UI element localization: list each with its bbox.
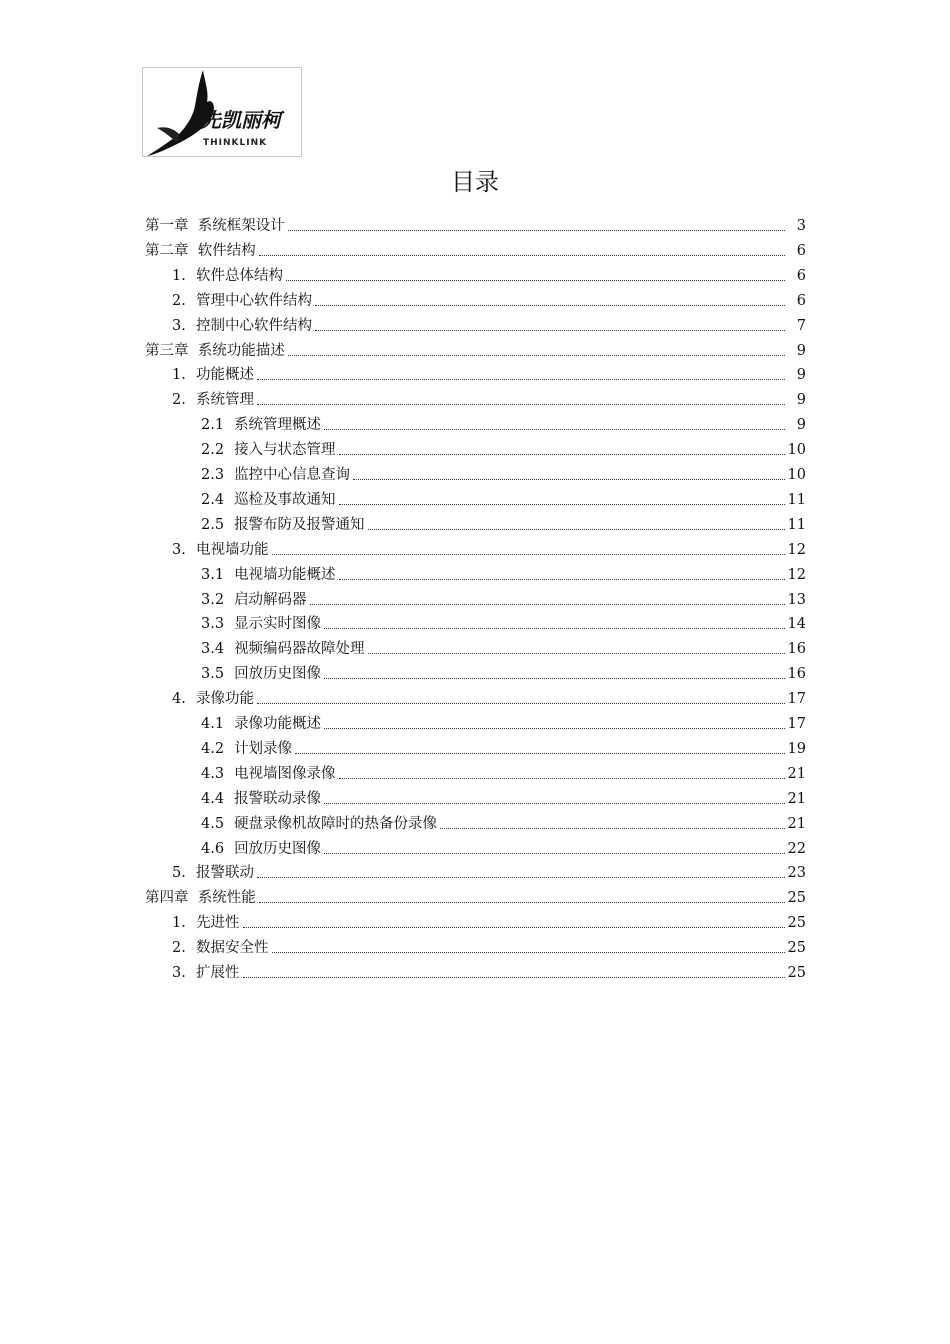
toc-entry-number: 4. xyxy=(172,691,186,708)
toc-entry-number: 3.2 xyxy=(201,591,225,608)
toc-entry[interactable] xyxy=(201,560,806,584)
toc-entry-page: 9 xyxy=(796,342,806,359)
toc-entry-label: 报警布防及报警通知 xyxy=(234,516,365,533)
toc-entry-label: 报警联动 xyxy=(196,865,254,882)
logo-chinese-text: 先凯丽柯 xyxy=(201,108,281,132)
toc-entry[interactable] xyxy=(201,585,806,609)
toc-entry-number: 4.1 xyxy=(201,716,225,732)
toc-entry-leader xyxy=(315,304,785,306)
toc-entry-page: 25 xyxy=(787,915,806,932)
toc-entry[interactable] xyxy=(172,858,806,882)
toc-entry-number: 1. xyxy=(172,367,186,384)
toc-entry-label: 功能概述 xyxy=(196,367,254,384)
toc-entry-number: 2.3 xyxy=(201,467,225,483)
toc-entry-page: 9 xyxy=(796,417,806,434)
toc-entry[interactable] xyxy=(145,236,806,260)
toc-entry[interactable] xyxy=(172,908,806,932)
toc-entry[interactable] xyxy=(201,709,806,733)
toc-entry-leader xyxy=(440,827,784,829)
toc-entry-page: 7 xyxy=(796,317,806,334)
toc-entry-leader xyxy=(257,403,785,405)
toc-entry-number: 4.4 xyxy=(201,790,225,807)
toc-entry-leader xyxy=(288,229,785,231)
toc-entry-page: 13 xyxy=(787,591,806,608)
toc-entry-page: 22 xyxy=(787,840,806,857)
toc-entry-label: 回放历史图像 xyxy=(234,666,322,683)
toc-entry-label: 系统管理概述 xyxy=(234,417,322,434)
toc-entry-label: 第四章 系统性能 xyxy=(145,890,256,907)
toc-entry-page: 21 xyxy=(787,790,806,807)
toc-entry-label: 启动解码器 xyxy=(234,591,307,608)
toc-entry-number: 4.3 xyxy=(201,765,225,782)
toc-entry-label: 软件总体结构 xyxy=(196,267,283,284)
toc-entry-page: 21 xyxy=(787,765,806,782)
toc-entry-label: 第一章 系统框架设计 xyxy=(145,218,285,234)
toc-entry-page: 9 xyxy=(796,367,806,384)
toc-entry-page: 14 xyxy=(787,616,806,633)
toc-entry-leader xyxy=(339,578,785,580)
toc-entry-page: 17 xyxy=(787,691,806,708)
toc-entry[interactable] xyxy=(172,385,806,409)
toc-entry[interactable] xyxy=(201,784,806,808)
toc-entry[interactable] xyxy=(201,734,806,758)
toc-entry-label: 回放历史图像 xyxy=(234,840,322,857)
toc-entry-page: 16 xyxy=(787,666,806,683)
toc-entry-label: 扩展性 xyxy=(196,965,240,981)
toc-entry-page: 23 xyxy=(787,865,806,882)
toc-entry-leader xyxy=(324,802,784,804)
toc-entry[interactable] xyxy=(201,634,806,658)
toc-entry-label: 录像功能概述 xyxy=(234,716,322,732)
toc-entry[interactable] xyxy=(201,834,806,858)
toc-entry-label: 管理中心软件结构 xyxy=(196,292,312,309)
toc-entry-label: 电视墙图像录像 xyxy=(234,765,336,782)
toc-entry-leader xyxy=(324,428,785,430)
toc-entry-page: 12 xyxy=(787,541,806,558)
toc-entry-leader xyxy=(339,777,785,779)
toc-title: 目录 xyxy=(451,168,499,196)
toc-entry-leader xyxy=(339,453,785,455)
toc-entry-label: 硬盘录像机故障时的热备份录像 xyxy=(234,815,438,832)
toc-entry[interactable] xyxy=(172,360,806,384)
toc-entry-leader xyxy=(243,976,785,978)
toc-entry[interactable] xyxy=(172,286,806,310)
toc-entry[interactable] xyxy=(172,535,806,559)
toc-entry-number: 3. xyxy=(172,317,186,334)
toc-entry-label: 控制中心软件结构 xyxy=(196,317,312,334)
toc-entry-leader xyxy=(315,329,785,331)
toc-entry[interactable] xyxy=(172,311,806,335)
toc-entry-leader xyxy=(310,603,785,605)
toc-entry-label: 电视墙功能 xyxy=(196,541,269,558)
toc-entry-leader xyxy=(339,503,785,505)
toc-entry-page: 25 xyxy=(787,940,806,957)
toc-entry[interactable] xyxy=(201,460,806,484)
toc-entry-page: 11 xyxy=(787,516,806,533)
toc-entry[interactable] xyxy=(172,261,806,285)
toc-entry[interactable] xyxy=(172,684,806,708)
toc-entry-number: 2. xyxy=(172,940,186,957)
toc-entry-page: 25 xyxy=(787,965,806,981)
toc-entry-leader xyxy=(257,378,785,380)
toc-entry-label: 显示实时图像 xyxy=(234,616,322,633)
toc-entry[interactable] xyxy=(201,659,806,683)
toc-entry-page: 19 xyxy=(787,740,806,757)
toc-entry-page: 6 xyxy=(796,267,806,284)
toc-entry-leader xyxy=(272,553,785,555)
toc-entry[interactable] xyxy=(201,759,806,783)
toc-entry-label: 计划录像 xyxy=(234,740,293,757)
toc-entry-number: 3.3 xyxy=(201,616,225,633)
toc-entry-number: 1. xyxy=(172,915,186,932)
toc-entry-page: 12 xyxy=(787,566,806,583)
toc-entry-number: 3.1 xyxy=(201,566,225,583)
toc-entry-label: 报警联动录像 xyxy=(234,790,322,807)
toc-entry[interactable] xyxy=(145,883,806,907)
toc-entry-leader xyxy=(324,727,784,729)
toc-entry-leader xyxy=(272,951,785,953)
toc-entry[interactable] xyxy=(145,336,806,360)
toc-entry-page: 21 xyxy=(787,815,806,832)
toc-entry[interactable] xyxy=(201,809,806,833)
toc-entry[interactable] xyxy=(201,510,806,534)
toc-entry-number: 3. xyxy=(172,541,186,558)
toc-entry-label: 电视墙功能概述 xyxy=(234,566,336,583)
toc-entry-leader xyxy=(353,478,784,480)
toc-entry-number: 2.4 xyxy=(201,491,225,508)
toc-entry-number: 5. xyxy=(172,865,186,882)
toc-entry-label: 第二章 软件结构 xyxy=(145,242,256,259)
toc-entry-page: 25 xyxy=(787,890,806,907)
toc-entry-leader xyxy=(257,876,785,878)
toc-entry-number: 2.1 xyxy=(201,417,225,434)
toc-entry-label: 系统管理 xyxy=(196,392,254,409)
toc-entry-leader xyxy=(324,677,784,679)
toc-entry-number: 4.5 xyxy=(201,815,225,832)
toc-entry-label: 数据安全性 xyxy=(196,940,269,957)
company-logo xyxy=(142,67,302,157)
toc-entry-label: 录像功能 xyxy=(196,691,254,708)
toc-entry-leader xyxy=(368,652,785,654)
toc-entry-number: 3. xyxy=(172,965,186,981)
toc-entry-number: 2.5 xyxy=(201,516,225,533)
toc-entry-leader xyxy=(295,752,784,754)
toc-entry-number: 2. xyxy=(172,292,186,309)
toc-entry-page: 16 xyxy=(787,641,806,658)
toc-entry-page: 11 xyxy=(787,491,806,508)
toc-entry[interactable] xyxy=(172,933,806,957)
toc-entry-page: 17 xyxy=(787,716,806,732)
toc-entry-page: 10 xyxy=(787,467,806,483)
toc-entry-leader xyxy=(259,901,785,903)
toc-entry-number: 3.5 xyxy=(201,666,225,683)
toc-entry-page: 6 xyxy=(796,292,806,309)
toc-entry[interactable] xyxy=(201,410,806,434)
toc-entry-label: 先进性 xyxy=(196,915,240,932)
toc-entry-page: 3 xyxy=(796,218,806,234)
toc-entry-page: 9 xyxy=(796,392,806,409)
toc-entry-leader xyxy=(243,926,785,928)
toc-entry-leader xyxy=(288,354,785,356)
toc-entry[interactable] xyxy=(201,435,806,459)
toc-entry[interactable] xyxy=(145,211,806,235)
toc-entry[interactable] xyxy=(172,958,806,982)
toc-entry-label: 巡检及事故通知 xyxy=(234,491,336,508)
toc-entry-leader xyxy=(286,279,785,281)
toc-entry-leader xyxy=(324,852,784,854)
toc-entry-leader xyxy=(259,254,785,256)
toc-entry-number: 4.6 xyxy=(201,840,225,857)
toc-entry-number: 1. xyxy=(172,267,186,284)
toc-entry-label: 接入与状态管理 xyxy=(234,442,336,459)
toc-entry[interactable] xyxy=(201,609,806,633)
toc-entry-leader xyxy=(324,627,784,629)
toc-entry-number: 2. xyxy=(172,392,186,409)
toc-entry[interactable] xyxy=(201,485,806,509)
toc-entry-label: 第三章 系统功能描述 xyxy=(145,342,285,359)
toc-entry-number: 4.2 xyxy=(201,740,225,757)
toc-entry-label: 监控中心信息查询 xyxy=(234,467,351,483)
toc-entry-leader xyxy=(257,702,785,704)
toc-entry-number: 2.2 xyxy=(201,442,225,459)
toc-entry-page: 6 xyxy=(796,242,806,259)
toc-entry-leader xyxy=(368,528,785,530)
logo-english-text: THINKLINK xyxy=(203,138,268,148)
toc-entry-label: 视频编码器故障处理 xyxy=(234,641,365,658)
toc-entry-number: 3.4 xyxy=(201,641,225,658)
toc-entry-page: 10 xyxy=(787,442,806,459)
